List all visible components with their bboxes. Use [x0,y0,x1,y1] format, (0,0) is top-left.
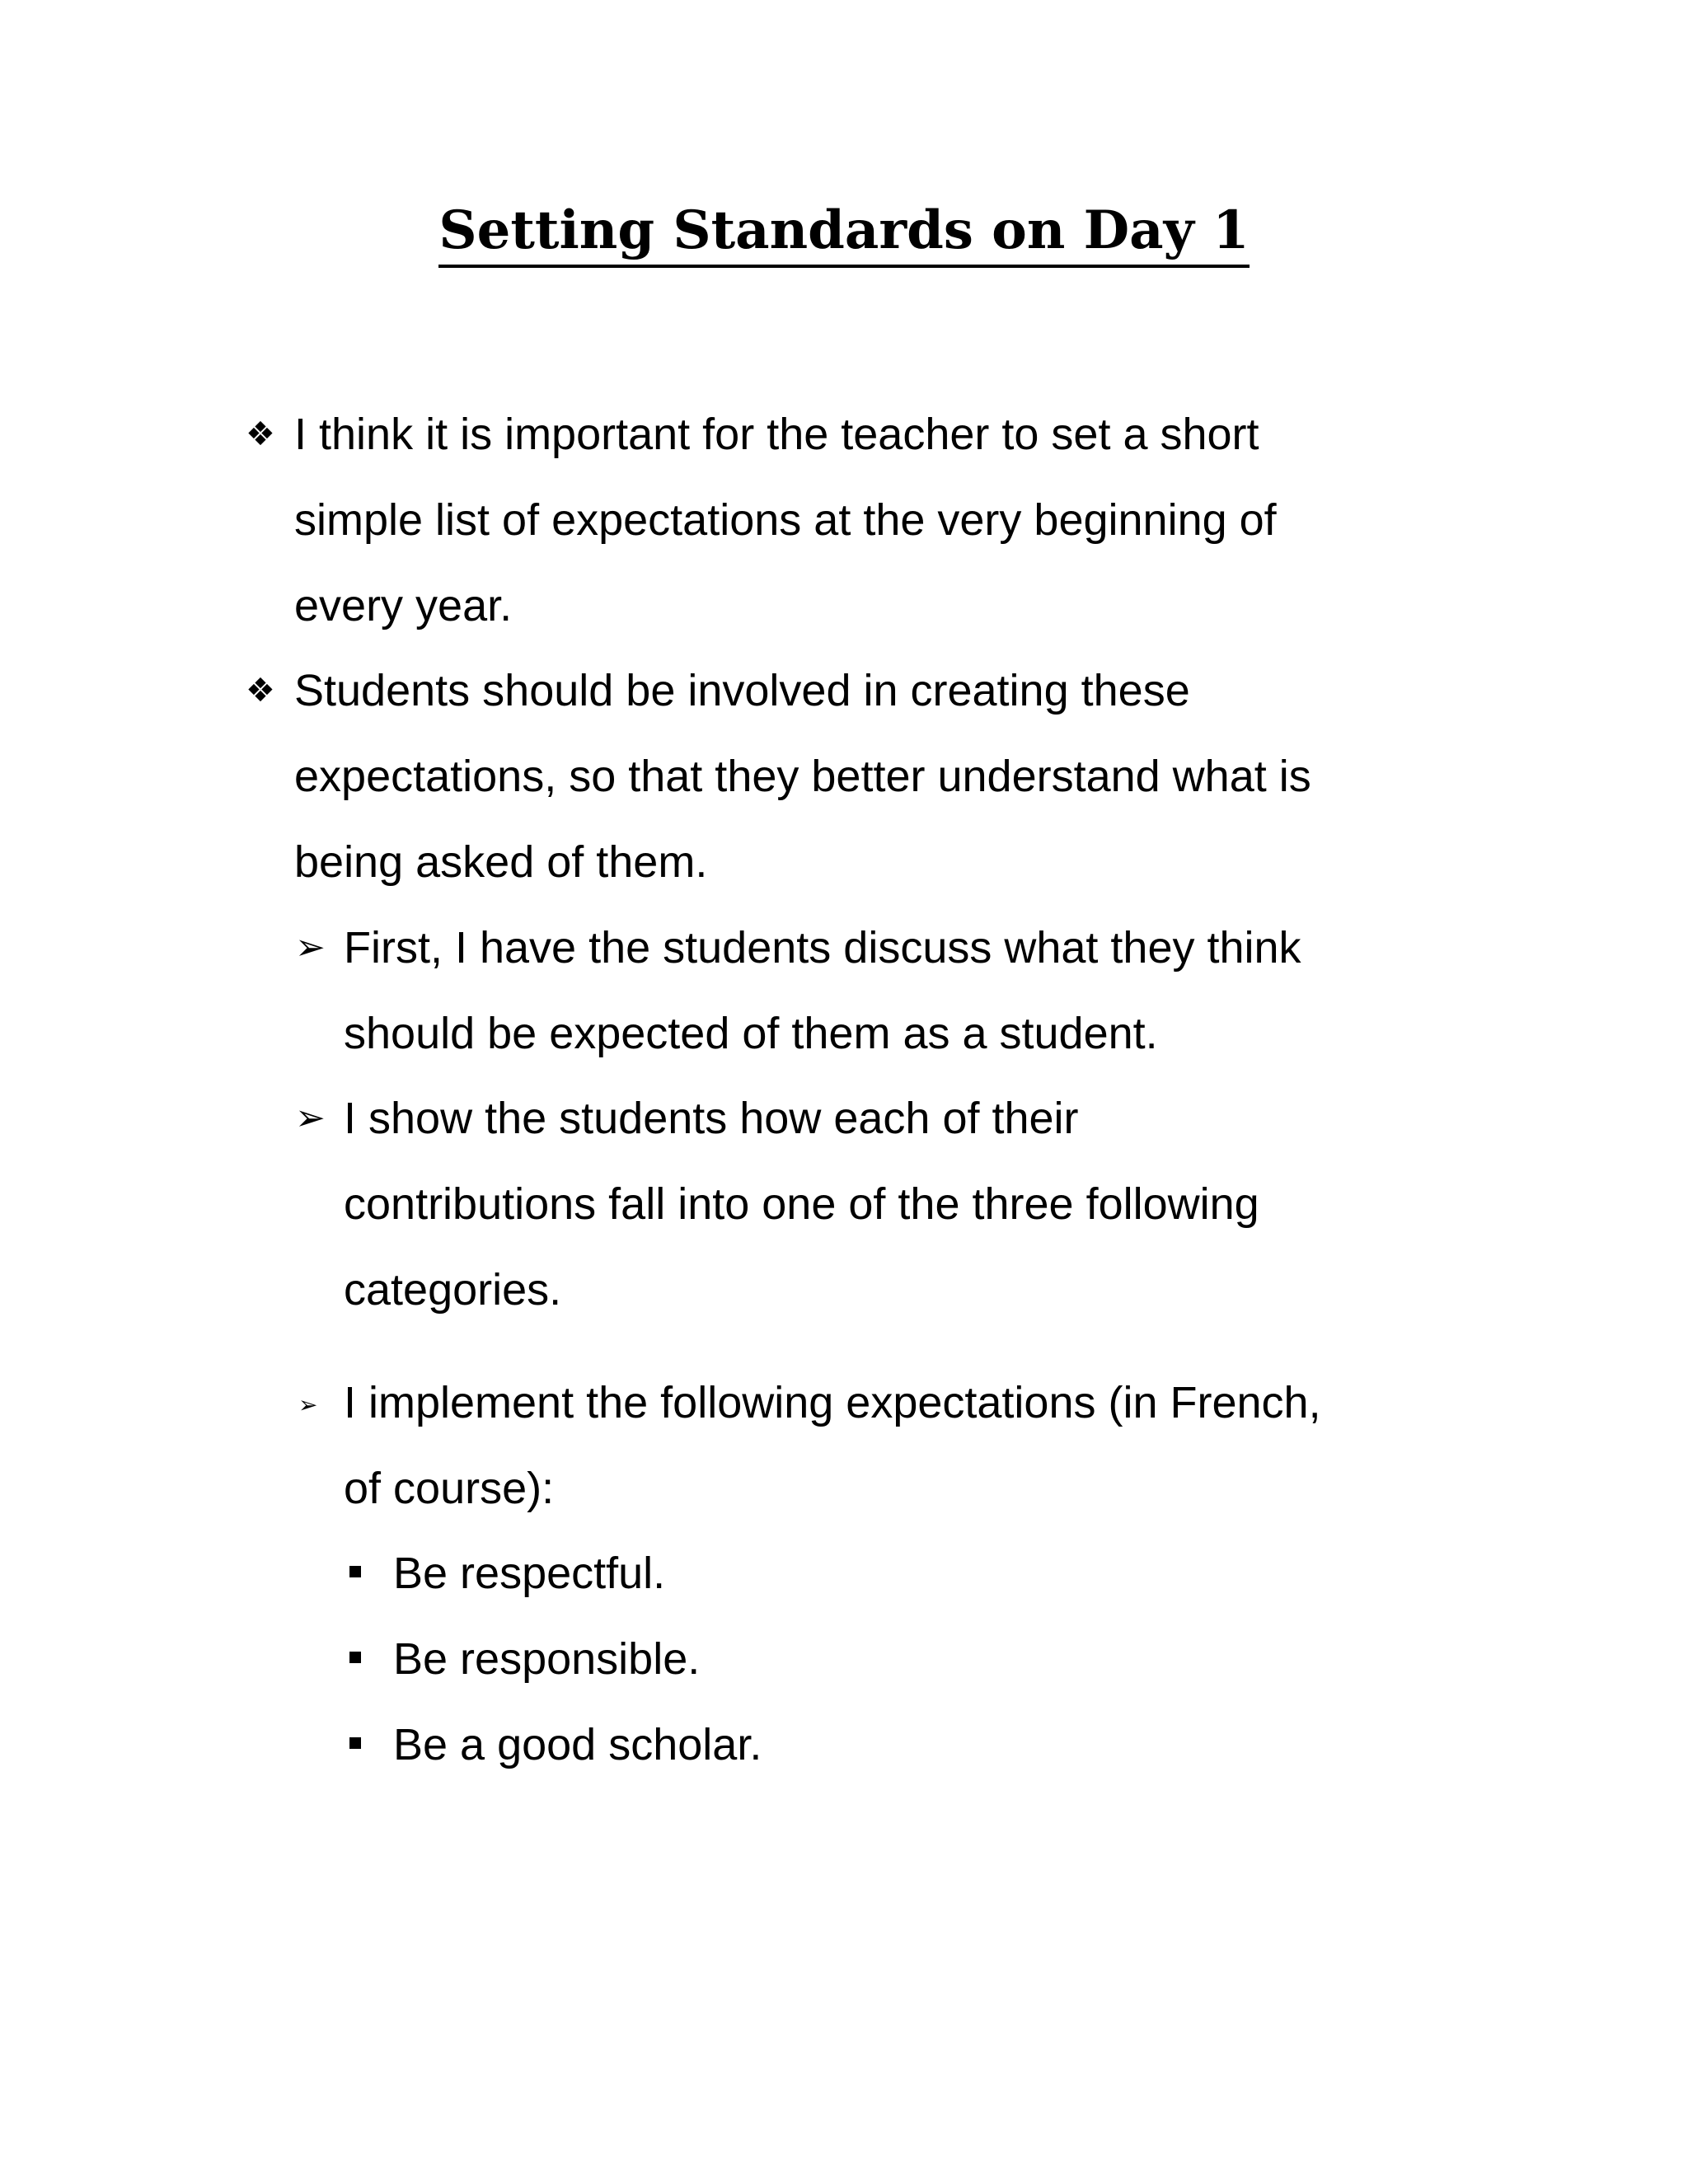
square-bullet-icon [349,1652,361,1663]
sub-list-item-line: contributions fall into one of the three following [344,1179,1259,1229]
list-item-line: I think it is important for the teacher to set a short [294,410,1259,459]
sub-list-item-line: I show the students how each of their [344,1094,1079,1143]
list-item-line: simple list of expectations at the very beginning of [294,495,1277,545]
list-item-line: Students should be involved in creating these [294,666,1190,715]
list-item-line: every year. [294,581,513,630]
sub-sub-list-item-text: Be a good scholar. [393,1720,762,1769]
page-title-text: Setting Standards on Day 1 [438,197,1249,268]
sub-sub-list-item-text: Be respectful. [393,1549,666,1598]
sub-list-item-line: categories. [344,1265,562,1315]
list-item-line: expectations, so that they better understand what is [294,752,1311,801]
sub-sub-list-item-text: Be responsible. [393,1634,701,1684]
sub-list-item-line: I implement the following expectations (in French, [344,1378,1321,1427]
sub-list-item-line: should be expected of them as a student. [344,1009,1158,1058]
list-item-line: being asked of them. [294,837,708,887]
four-diamond-bullet-icon: ❖ [246,415,275,453]
arrowhead-bullet-icon: ➢ [298,1391,318,1418]
four-diamond-bullet-icon: ❖ [246,672,275,710]
sub-list-item-line: First, I have the students discuss what they think [344,923,1301,972]
arrowhead-bullet-icon: ➢ [295,926,326,968]
page-title [0,194,1688,268]
sub-list-item-line: of course): [344,1464,555,1513]
square-bullet-icon [349,1566,361,1577]
arrowhead-bullet-icon: ➢ [295,1097,326,1139]
square-bullet-icon [349,1737,361,1749]
